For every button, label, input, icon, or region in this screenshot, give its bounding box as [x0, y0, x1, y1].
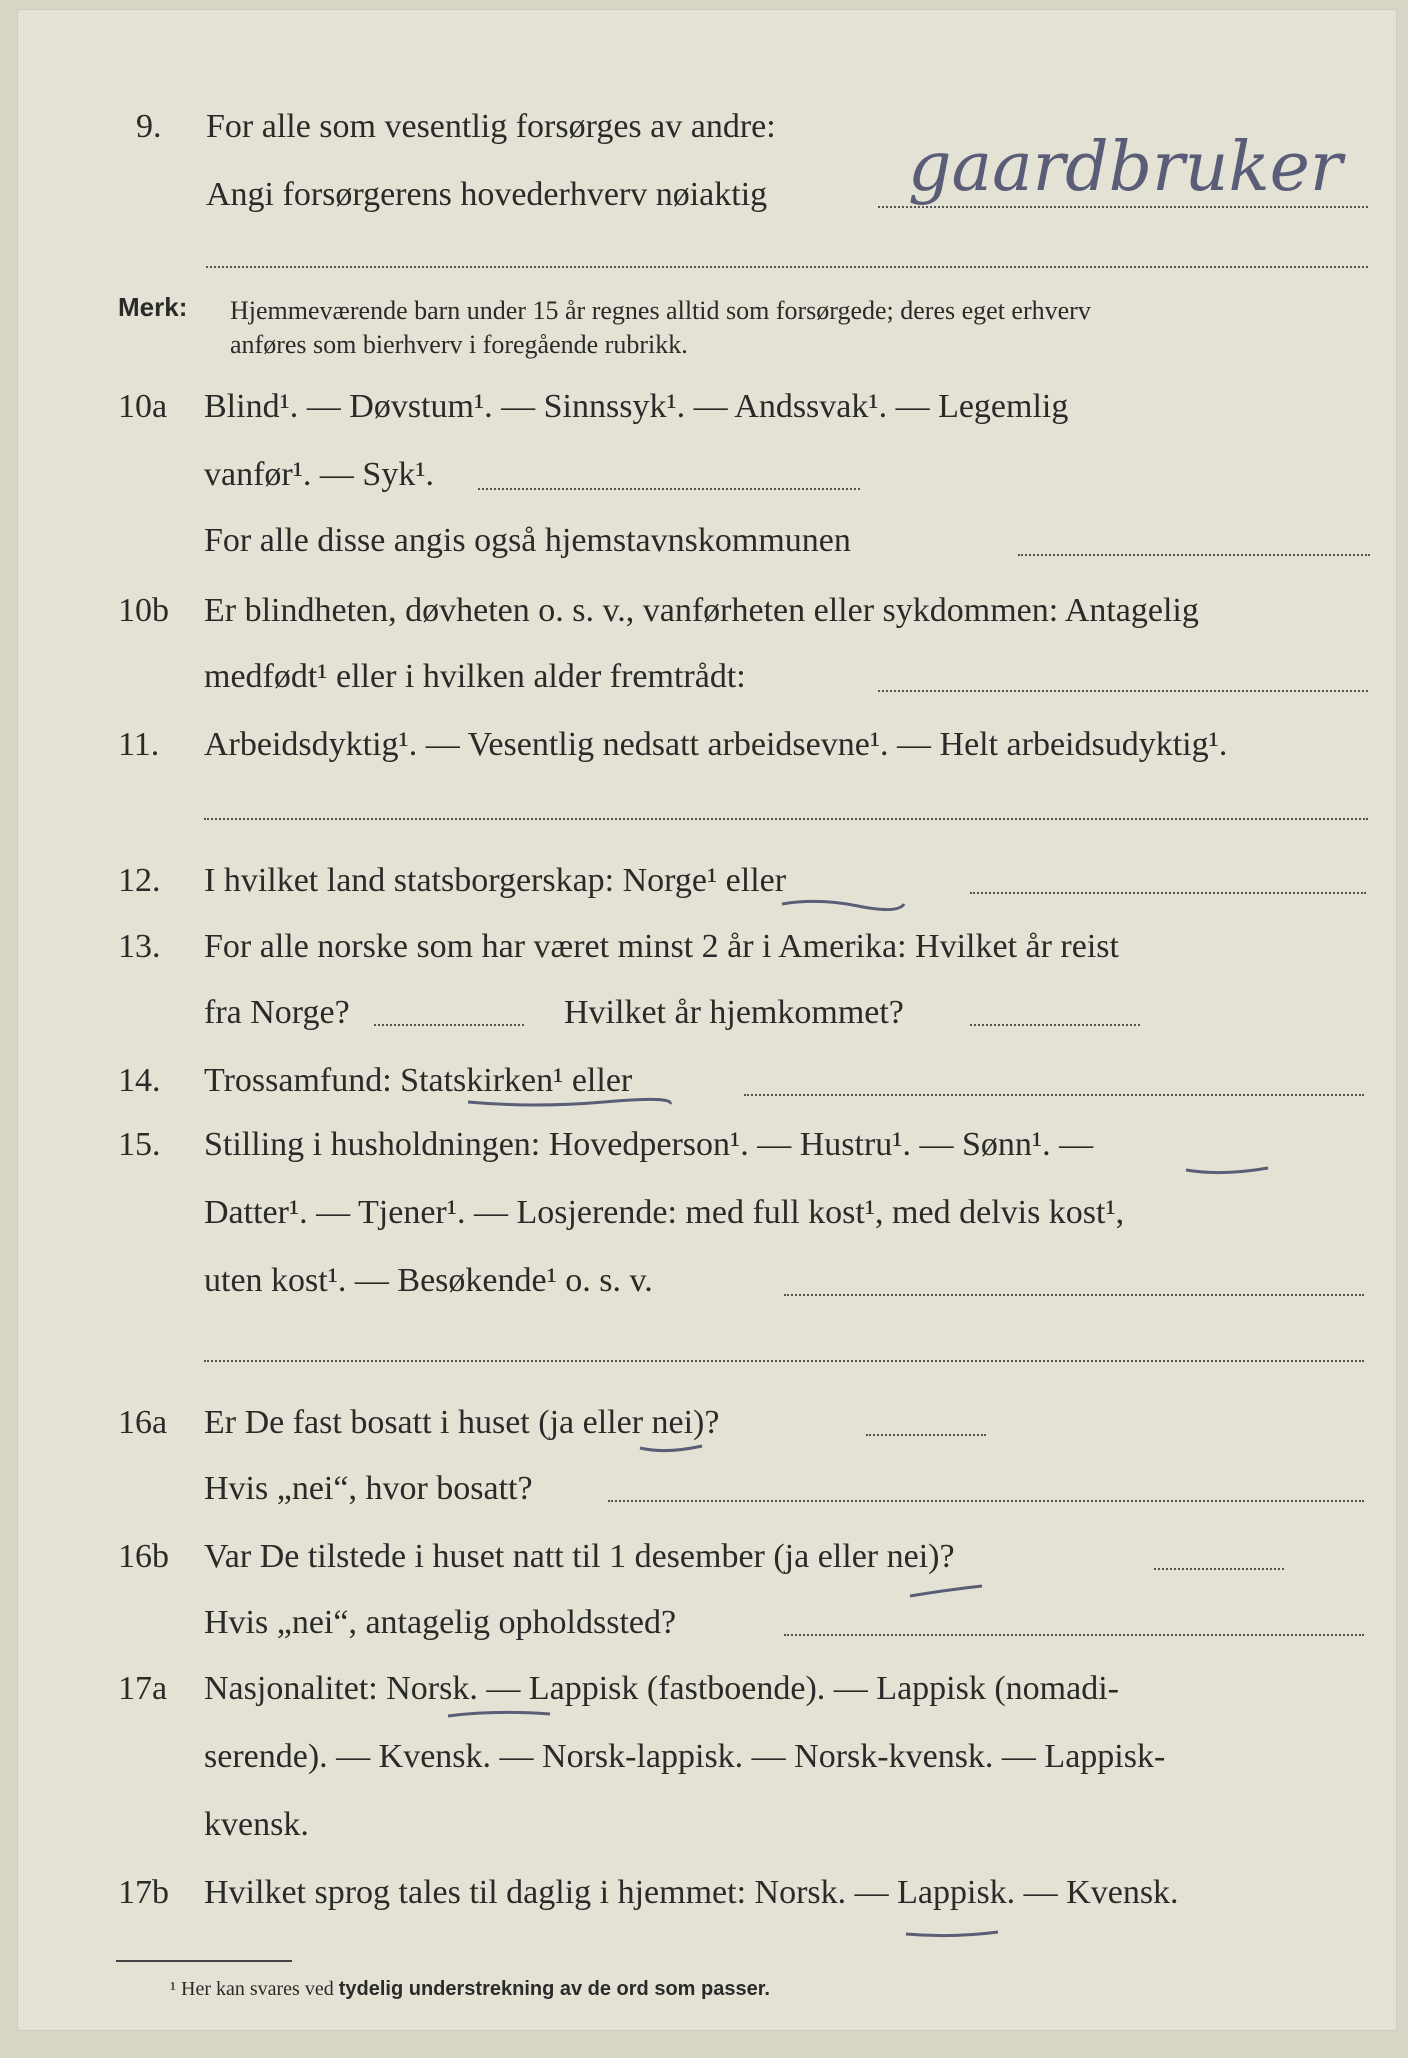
q11-line1: Arbeidsdyktig¹. — Vesentlig nedsatt arbeidsevne¹. — Helt arbeidsudyktig¹.: [204, 726, 1228, 763]
q13-line1: For alle norske som har været minst 2 år i Amerika: Hvilket år reist: [204, 928, 1119, 965]
q16b-line1-dotted: [1154, 1568, 1284, 1570]
q10a-line3-dotted: [1018, 554, 1370, 556]
q9-extra-dotted-line: [206, 266, 1368, 268]
q10a-line2: vanfør¹. — Syk¹.: [204, 456, 435, 493]
q10a-line3: For alle disse angis også hjemstavnskommunen: [204, 522, 851, 559]
q9-line1: For alle som vesentlig forsørges av andre:: [206, 108, 776, 145]
q9-line2: Angi forsørgerens hovederhverv nøiaktig: [206, 176, 768, 213]
q16b-line1: Var De tilstede i huset natt til 1 desember (ja eller nei)?: [204, 1538, 955, 1575]
q16a-line2-dotted: [608, 1500, 1364, 1502]
q17b-line1: Hvilket sprog tales til daglig i hjemmet: Norsk. — Lappisk. — Kvensk.: [204, 1874, 1179, 1911]
q12-norge-underline: [778, 894, 908, 914]
q16a-line2: Hvis „nei“, hvor bosatt?: [204, 1470, 533, 1507]
q15-line2: Datter¹. — Tjener¹. — Losjerende: med full kost¹, med delvis kost¹,: [204, 1194, 1125, 1231]
q16a-line1-dotted: [866, 1434, 986, 1436]
q10a-line1: Blind¹. — Døvstum¹. — Sinnssyk¹. — Andssvak¹. — Legemlig: [204, 388, 1069, 425]
q15-line3: uten kost¹. — Besøkende¹ o. s. v.: [204, 1262, 653, 1299]
q10b-line1: Er blindheten, døvheten o. s. v., vanførheten eller sykdommen: Antagelig: [204, 592, 1199, 629]
q10a-line2-dotted: [478, 488, 860, 490]
q14-dotted-line: [744, 1094, 1364, 1096]
q13-number: 13.: [118, 928, 161, 965]
q15-number: 15.: [118, 1126, 161, 1163]
merk-line2: anføres som bierhverv i foregående rubrikk.: [230, 330, 688, 359]
q10b-number: 10b: [118, 592, 169, 629]
q17a-line1: Nasjonalitet: Norsk. — Lappisk (fastboende). — Lappisk (nomadi-: [204, 1670, 1119, 1707]
q16a-ja-underline: [636, 1438, 706, 1458]
q17b-number: 17b: [118, 1874, 169, 1911]
q15-extra-dotted: [204, 1360, 1364, 1362]
q16b-line2: Hvis „nei“, antagelig opholdssted?: [204, 1604, 677, 1641]
q13-line2a: fra Norge?: [204, 994, 350, 1031]
footnote-marker: ¹: [170, 1978, 176, 2000]
footnote: [170, 1978, 770, 2001]
q16b-number: 16b: [118, 1538, 169, 1575]
q12-dotted-line: [970, 892, 1366, 894]
merk-line1: Hjemmeværende barn under 15 år regnes alltid som forsørgede; deres eget erhverv: [230, 296, 1091, 325]
q12-number: 12.: [118, 862, 161, 899]
q11-dotted-line: [204, 818, 1368, 820]
q16a-line1: Er De fast bosatt i huset (ja eller nei)?: [204, 1404, 720, 1441]
q14-line1: Trossamfund: Statskirken¹ eller: [204, 1062, 633, 1099]
q13-reist-dotted: [374, 1024, 524, 1026]
q10a-number: 10a: [118, 388, 168, 425]
q17a-norsk-underline: [444, 1704, 554, 1724]
q16b-ja-underline: [906, 1580, 986, 1604]
q17b-norsk-underline: [902, 1924, 1002, 1944]
q17a-line3: kvensk.: [204, 1806, 309, 1843]
q14-number: 14.: [118, 1062, 161, 1099]
q11-number: 11.: [118, 726, 160, 763]
q16b-line2-dotted: [784, 1634, 1364, 1636]
q15-sonn-underline: [1182, 1160, 1272, 1180]
footnote-rule: [116, 1960, 292, 1962]
q10b-line2: medfødt¹ eller i hvilken alder fremtrådt:: [204, 658, 746, 695]
footnote-text-plain: Her kan svares ved: [181, 1978, 334, 2000]
q12-line1: I hvilket land statsborgerskap: Norge¹ eller: [204, 862, 787, 899]
merk-label: Merk:: [118, 292, 188, 322]
q9-number: 9.: [136, 108, 162, 145]
q13-line2b: Hvilket år hjemkommet?: [564, 994, 904, 1031]
q15-line3-dotted: [784, 1294, 1364, 1296]
q17a-number: 17a: [118, 1670, 168, 1707]
q13-hjemkommet-dotted: [970, 1024, 1140, 1026]
q15-line1: Stilling i husholdningen: Hovedperson¹. — Hustru¹. — Sønn¹. —: [204, 1126, 1094, 1163]
q17a-line2: serende). — Kvensk. — Norsk-lappisk. — Norsk-kvensk. — Lappisk-: [204, 1738, 1166, 1775]
census-form-page: [18, 10, 1396, 2030]
q14-statskirken-underline: [464, 1092, 674, 1112]
q9-handwritten-answer: gaardbruker: [908, 128, 1343, 207]
footnote-text-bold: tydelig understrekning av de ord som passer.: [338, 1978, 770, 2000]
q16a-number: 16a: [118, 1404, 168, 1441]
q10b-line2-dotted: [878, 690, 1368, 692]
